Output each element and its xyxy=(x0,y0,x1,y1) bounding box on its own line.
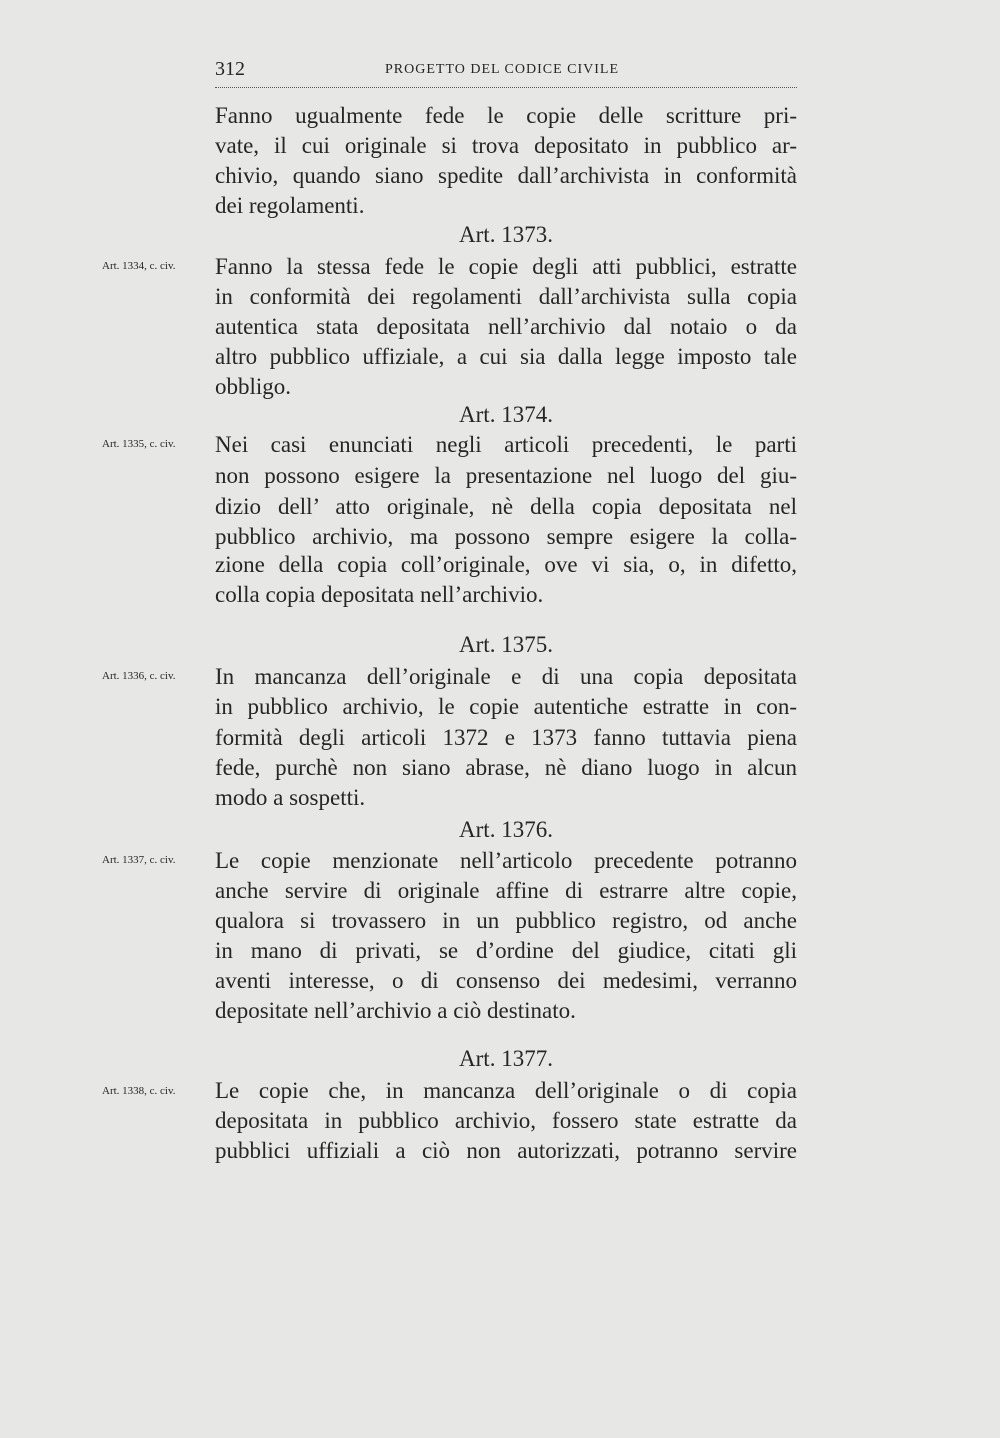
article-1375-line: formità degli articoli 1372 e 1373 fanno tuttavia piena xyxy=(215,725,797,750)
article-1376-line: qualora si trovassero in un pubblico registro, od anche xyxy=(215,908,797,933)
article-1374-line: dizio dell’ atto originale, nè della copia depositata nel xyxy=(215,494,797,519)
article-1374-line: non possono esigere la presentazione nel luogo del giu- xyxy=(215,463,797,488)
article-1373-line: Fanno la stessa fede le copie degli atti pubblici, estratte xyxy=(215,254,797,279)
article-1376-line: in mano di privati, se d’ordine del giudice, citati gli xyxy=(215,938,797,963)
article-1376-line: Le copie menzionate nell’articolo precedente potranno xyxy=(215,848,797,873)
article-1373-line: in conformità dei regolamenti dall’archivista sulla copia xyxy=(215,284,797,309)
continuation-line: chivio, quando siano spedite dall’archivista in conformità xyxy=(215,163,797,188)
margin-note-1377: Art. 1338, c. civ. xyxy=(102,1085,176,1097)
continuation-line: dei regolamenti. xyxy=(215,193,365,218)
article-1375-line: In mancanza dell’originale e di una copia depositata xyxy=(215,664,797,689)
article-heading-1376: Art. 1376. xyxy=(459,817,553,842)
continuation-line: Fanno ugualmente fede le copie delle scritture pri- xyxy=(215,103,797,128)
article-heading-1377: Art. 1377. xyxy=(459,1046,553,1071)
article-1374-line: colla copia depositata nell’archivio. xyxy=(215,582,544,607)
article-heading-1375: Art. 1375. xyxy=(459,632,553,657)
header-rule xyxy=(215,87,797,88)
margin-note-1374: Art. 1335, c. civ. xyxy=(102,438,176,450)
article-1374-line: pubblico archivio, ma possono sempre esigere la colla- xyxy=(215,524,797,549)
article-1376-line: anche servire di originale affine di estrarre altre copie, xyxy=(215,878,797,903)
page-number: 312 xyxy=(215,58,245,80)
article-heading-1373: Art. 1373. xyxy=(459,222,553,247)
article-1377-line: depositata in pubblico archivio, fossero state estratte da xyxy=(215,1108,797,1133)
article-1374-line: Nei casi enunciati negli articoli precedenti, le parti xyxy=(215,432,797,457)
article-1374-line: zione della copia coll’originale, ove vi sia, o, in difetto, xyxy=(215,552,797,577)
margin-note-1373: Art. 1334, c. civ. xyxy=(102,260,176,272)
article-heading-1374: Art. 1374. xyxy=(459,402,553,427)
article-1377-line: Le copie che, in mancanza dell’originale o di copia xyxy=(215,1078,797,1103)
article-1376-line: depositate nell’archivio a ciò destinato. xyxy=(215,998,576,1023)
article-1375-line: fede, purchè non siano abrase, nè diano luogo in alcun xyxy=(215,755,797,780)
article-1373-line: altro pubblico uffiziale, a cui sia dalla legge imposto tale xyxy=(215,344,797,369)
article-1375-line: in pubblico archivio, le copie autentiche estratte in con- xyxy=(215,694,797,719)
article-1376-line: aventi interesse, o di consenso dei medesimi, verranno xyxy=(215,968,797,993)
article-1373-line: autentica stata depositata nell’archivio dal notaio o da xyxy=(215,314,797,339)
margin-note-1375: Art. 1336, c. civ. xyxy=(102,670,176,682)
page-header xyxy=(215,58,797,88)
margin-note-1376: Art. 1337, c. civ. xyxy=(102,854,176,866)
article-1377-line: pubblici uffiziali a ciò non autorizzati, potranno servire xyxy=(215,1138,797,1163)
article-1373-line: obbligo. xyxy=(215,374,292,399)
article-1375-line: modo a sospetti. xyxy=(215,785,366,810)
continuation-line: vate, il cui originale si trova depositato in pubblico ar- xyxy=(215,133,797,158)
running-title: PROGETTO DEL CODICE CIVILE xyxy=(385,62,620,77)
